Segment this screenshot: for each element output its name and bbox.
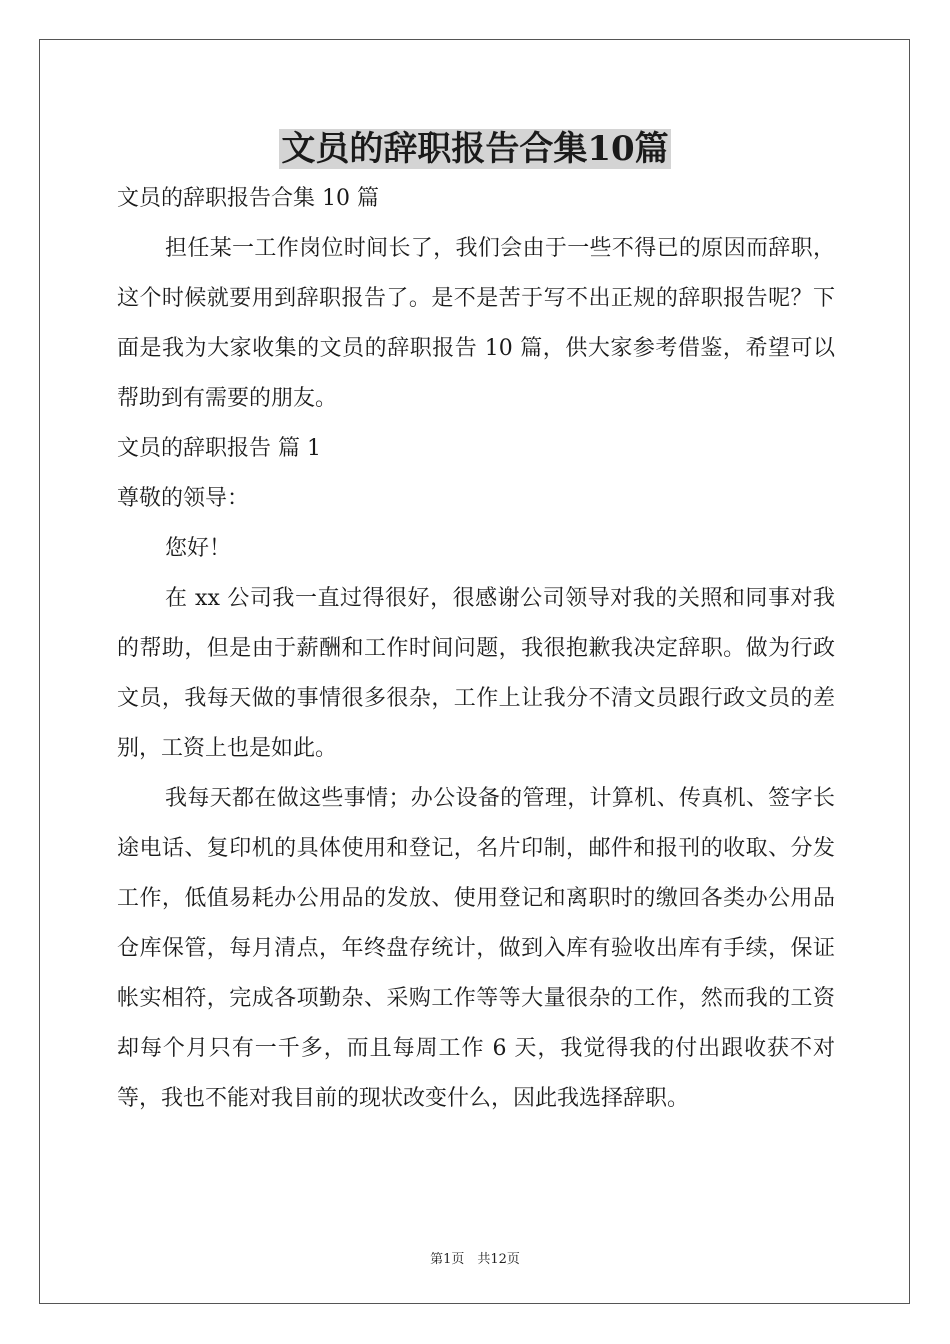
- document-body: [117, 174, 835, 1124]
- section-heading: 文员的辞职报告 篇 1: [117, 436, 321, 461]
- document-subtitle: 文员的辞职报告合集 10 篇: [117, 186, 379, 211]
- body-paragraph-1: 在 xx 公司我一直过得很好，很感谢公司领导对我的关照和同事对我的帮助，但是由于薪酬和工作时间问题，我很抱歉我决定辞职。做为行政文员，我每天做的事情很多很杂，工作上让我分不清文员跟行政文员的差别，工资上也是如此。: [117, 586, 835, 761]
- body-paragraph-2: 我每天都在做这些事情；办公设备的管理，计算机、传真机、签字长途电话、复印机的具体使用和登记，名片印制，邮件和报刊的收取、分发工作，低值易耗办公用品的发放、使用登记和离职时的缴回各类办公用品仓库保管，每月清点，年终盘存统计，做到入库有验收出库有手续，保证帐实相符，完成各项勤杂、采购工作等等大量很杂的工作，然而我的工资却每个月只有一千多，而且每周工作 6 天，我觉得我的付出跟收获不对等，我也不能对我目前的现状改变什么，因此我选择辞职。: [117, 786, 835, 1111]
- page-footer: [0, 1248, 950, 1267]
- page-number: 第1页 共12页: [430, 1252, 520, 1267]
- greeting: 您好！: [165, 536, 232, 561]
- document-title: [0, 126, 950, 172]
- salutation: 尊敬的领导：: [117, 486, 250, 511]
- intro-paragraph: 担任某一工作岗位时间长了，我们会由于一些不得已的原因而辞职，这个时候就要用到辞职报告了。是不是苦于写不出正规的辞职报告呢？下面是我为大家收集的文员的辞职报告 10 篇，供大家参考借鉴，希望可以帮助到有需要的朋友。: [117, 236, 835, 411]
- document-title-text: 文员的辞职报告合集10篇: [281, 129, 669, 169]
